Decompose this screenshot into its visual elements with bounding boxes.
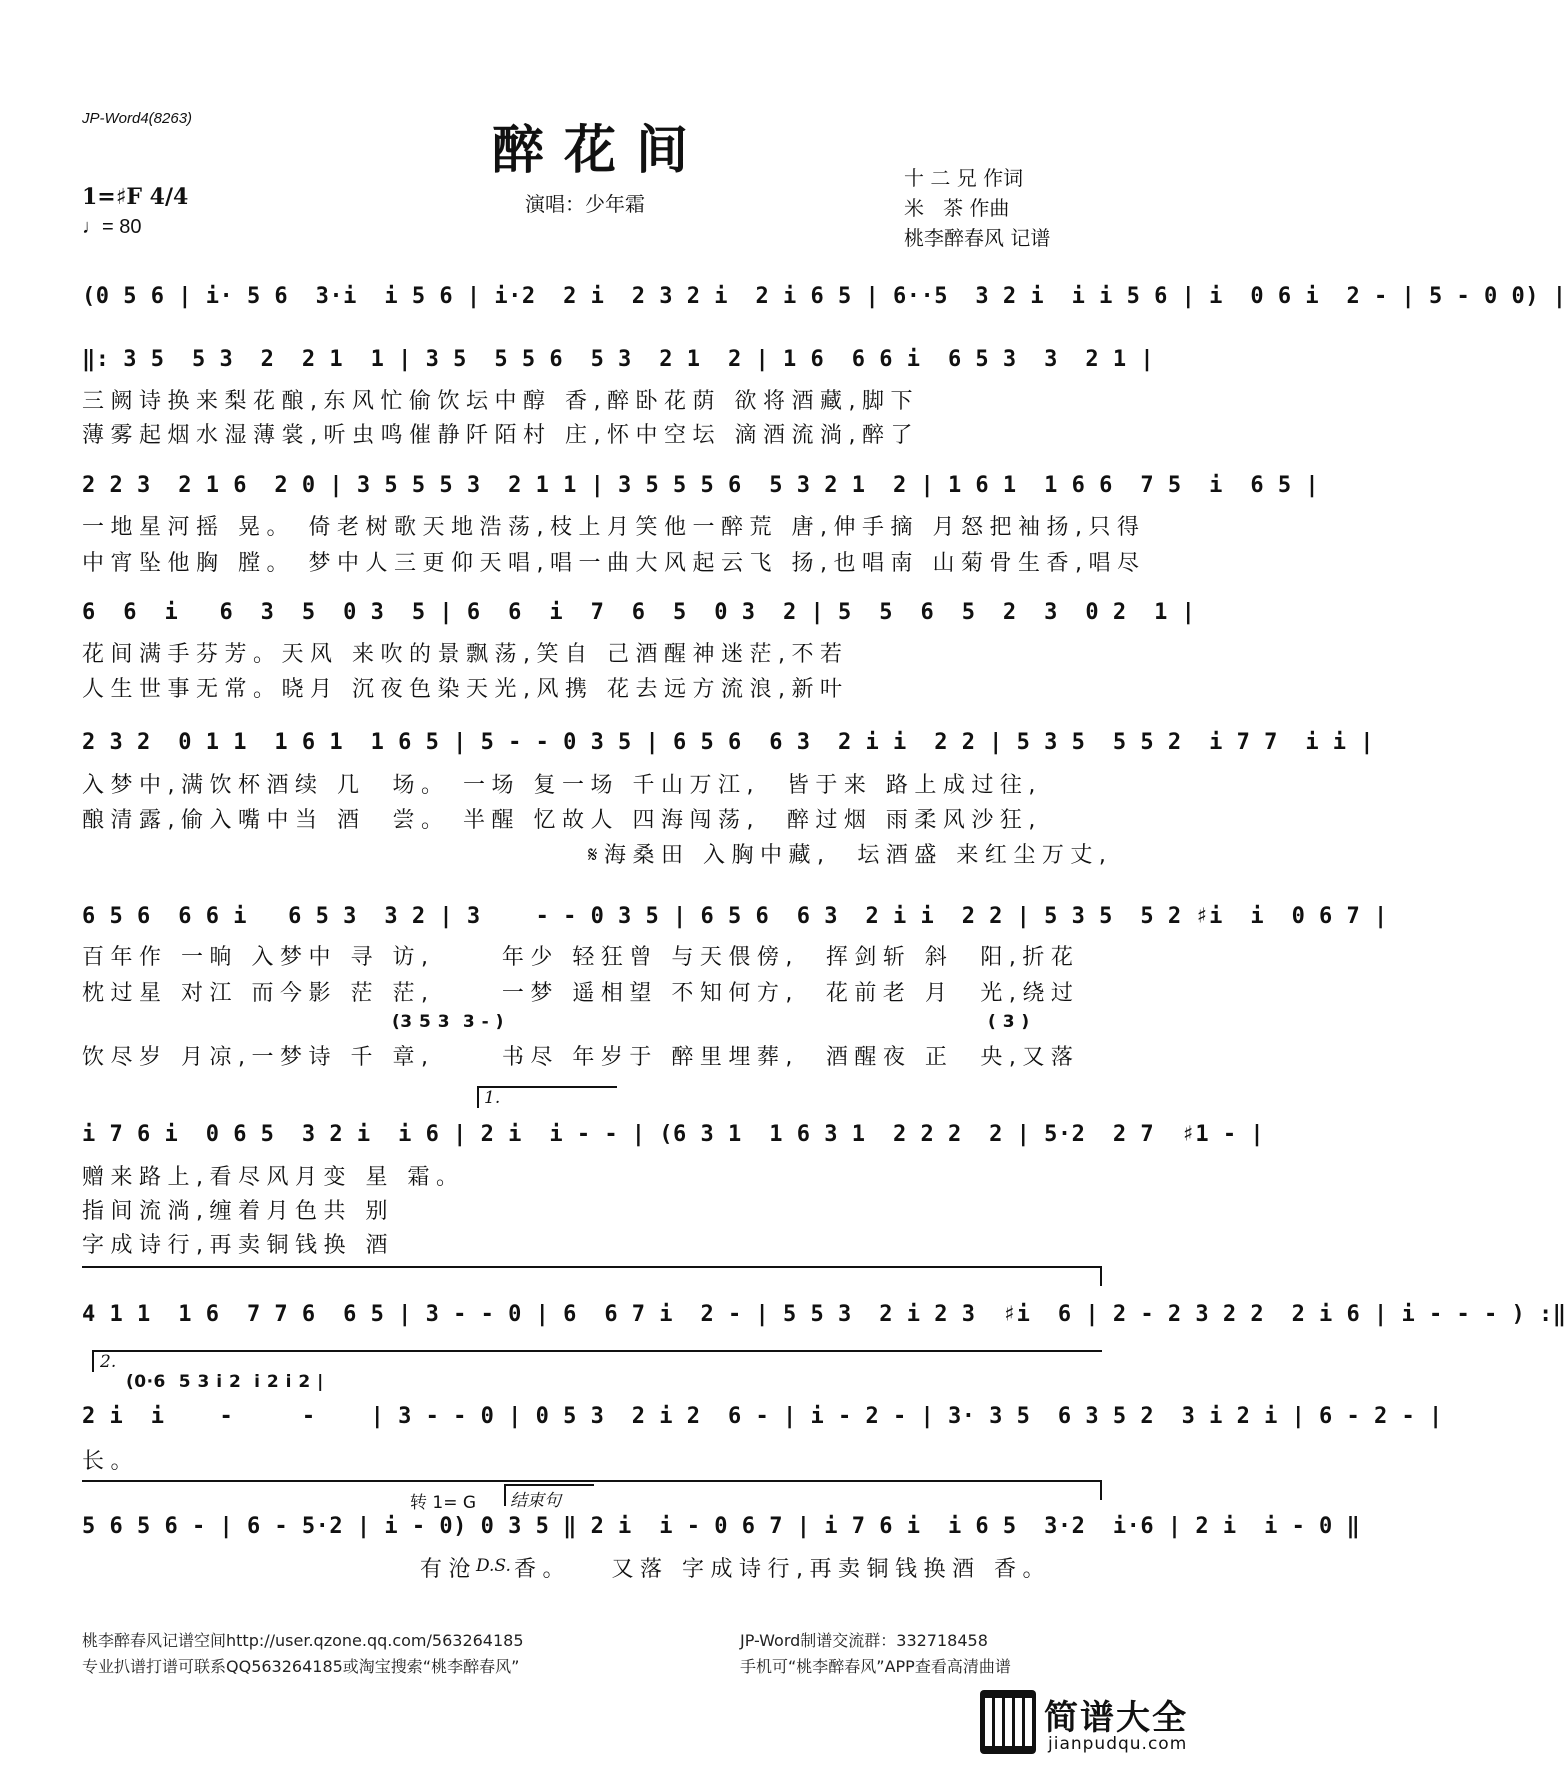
system1-lyric-verse2: 薄雾起烟水湿薄裳,听虫鸣催静阡陌村 庄,怀中空坛 滴酒流淌,醉了	[82, 423, 919, 448]
volta2-extension-line	[82, 1480, 1102, 1482]
volta1-extension-line	[82, 1266, 1102, 1268]
footer-app: 手机可“桃李醉春风”APP查看高清曲谱	[740, 1657, 1011, 1676]
ds-marking: D.S.	[476, 1556, 511, 1576]
singer-credit: 演唱：少年霜	[525, 192, 645, 216]
system5-lyric-verse2: 枕过星 对江 而今影 茫 茫, 一梦 遥相望 不知何方, 花前老 月 光,绕过	[82, 981, 1080, 1006]
system4-lyric-verse3: 𝄋海桑田 入胸中藏, 坛酒盛 来红尘万丈,	[588, 843, 1113, 868]
footer-group: JP-Word制谱交流群：332718458	[740, 1631, 988, 1650]
system8-variant: (0·6 5 3 i 2 i 2 i 2 |	[126, 1372, 324, 1392]
software-version: JP-Word4(8263)	[82, 110, 193, 127]
system1-notation: ‖: 3 5 5 3 2 2 1 1 | 3 5 5 5 6 5 3 2 1 2 | 1 6 6 6 i 6 5 3 3 2 1 |	[82, 347, 1155, 372]
system6-lyric-verse2: 指间流淌,缠着月色共 别	[82, 1199, 394, 1224]
system2-notation: 2 2 3 2 1 6 2 0 | 3 5 5 5 3 2 1 1 | 3 5 5 5 6 5 3 2 1 2 | 1 6 1 1 6 6 7 5 i 6 5 |	[82, 473, 1320, 498]
system4-notation: 2 3 2 0 1 1 1 6 1 1 6 5 | 5 - - 0 3 5 | 6 5 6 6 3 2 i i 2 2 | 5 3 5 5 5 2 i 7 7 i i |	[82, 730, 1375, 755]
system5-lyric-verse1: 百年作 一晌 入梦中 寻 访, 年少 轻狂曾 与天偎傍, 挥剑斩 斜 阳,折花	[82, 945, 1080, 970]
system5-variant-left: (3 5 3 3 - )	[392, 1012, 504, 1032]
system7-notation: 4 1 1 1 6 7 7 6 6 5 | 3 - - 0 | 6 6 7 i 2 - | 5 5 3 2 i 2 3 ♯i 6 | 2 - 2 3 2 2 2 i 6 | i - - - ) :‖	[82, 1302, 1566, 1327]
volta1-extension-end	[1100, 1266, 1102, 1286]
key-signature: 1=♯F 4/4	[82, 184, 189, 210]
intro-notation: (0 5 6 | i· 5 6 3·i i 5 6 | i·2 2 i 2 3 2 i 2 i 6 5 | 6··5 3 2 i i i 5 6 | i 0 6 i 2 - | 5 - 0 0) |	[82, 284, 1566, 309]
ending-label: 结束句	[510, 1491, 561, 1511]
system1-lyric-verse1: 三阙诗换来梨花酿,东风忙偷饮坛中醇 香,醉卧花荫 欲将酒藏,脚下	[82, 389, 919, 414]
system8-lyric: 长。	[82, 1449, 140, 1474]
system9-notation: 5 6 5 6 - | 6 - 5·2 | i - 0) 0 3 5 ‖ 2 i i - 0 6 7 | i 7 6 i i 6 5 3·2 i·6 | 2 i i - 0 ‖	[82, 1514, 1361, 1539]
system3-notation: 6 6 i 6 3 5 0 3 5 | 6 6 i 7 6 5 0 3 2 | 5 5 6 5 2 3 0 2 1 |	[82, 600, 1196, 625]
system9-lyric-part1: 有沧	[420, 1557, 478, 1582]
volta1-bracket-left	[477, 1086, 479, 1108]
footer-qzone: 桃李醉春风记谱空间http://user.qzone.qq.com/563264185	[82, 1631, 524, 1650]
system4-lyric-verse1: 入梦中,满饮杯酒续 几 场。 一场 复一场 千山万江, 皆于来 路上成过往,	[82, 773, 1042, 798]
volta1-label: 1.	[484, 1088, 501, 1108]
footer-contact: 专业扒谱打谱可联系QQ563264185或淘宝搜索“桃李醉春风”	[82, 1657, 520, 1676]
ending-bracket-left	[504, 1484, 506, 1506]
system5-variant-right: ( 3 )	[988, 1012, 1030, 1032]
system4-lyric-verse2: 酿清露,偷入嘴中当 酒 尝。 半醒 忆故人 四海闯荡, 醉过烟 雨柔风沙狂,	[82, 808, 1042, 833]
system5-lyric-verse3: 饮尽岁 月凉,一梦诗 千 章, 书尽 年岁于 醉里埋葬, 酒醒夜 正 央,又落	[82, 1045, 1080, 1070]
watermark-url: jianpudqu.com	[1048, 1734, 1188, 1754]
system9-lyric-part2: 香。 又落 字成诗行,再卖铜钱换酒 香。	[514, 1557, 1051, 1582]
song-title: 醉花间	[491, 120, 708, 181]
tempo-marking: ♩= 80	[82, 216, 142, 238]
system8-notation: 2 i i - - | 3 - - 0 | 0 5 3 2 i 2 6 - | i - 2 - | 3· 3 5 6 3 5 2 3 i 2 i | 6 - 2 - |	[82, 1404, 1443, 1429]
system2-lyric-verse1: 一地星河摇 晃。 倚老树歌天地浩荡,枝上月笑他一醉荒 唐,伸手摘 月怒把袖扬,只得	[82, 515, 1146, 540]
system6-lyric-verse1: 赠来路上,看尽风月变 星 霜。	[82, 1165, 465, 1190]
system3-lyric-verse1: 花间满手芬芳。天风 来吹的景飘荡,笑自 己酒醒神迷茫,不若	[82, 642, 849, 667]
volta2-bracket-top	[92, 1350, 1102, 1352]
system6-lyric-verse3: 字成诗行,再卖铜钱换 酒	[82, 1233, 394, 1258]
key-change-marking: 转 1= G	[410, 1493, 477, 1513]
watermark-title: 简谱大全	[1044, 1698, 1188, 1738]
system2-lyric-verse2: 中宵坠他胸 膛。 梦中人三更仰天唱,唱一曲大风起云飞 扬,也唱南 山菊骨生香,唱尽	[82, 551, 1146, 576]
site-watermark	[980, 1690, 1190, 1758]
lyricist-credit: 十 二 兄 作词	[904, 166, 1024, 190]
transcriber-credit: 桃李醉春风 记谱	[904, 226, 1051, 250]
volta2-bracket-left	[92, 1350, 94, 1372]
piano-keys-icon	[980, 1690, 1036, 1754]
composer-credit: 米 茶 作曲	[904, 196, 1010, 220]
volta2-extension-end	[1100, 1480, 1102, 1500]
system5-notation: 6 5 6 6 6 i 6 5 3 3 2 | 3 - - 0 3 5 | 6 5 6 6 3 2 i i 2 2 | 5 3 5 5 2 ♯i i 0 6 7 |	[82, 904, 1388, 929]
volta2-label: 2.	[100, 1352, 117, 1372]
system3-lyric-verse2: 人生世事无常。晓月 沉夜色染天光,风携 花去远方流浪,新叶	[82, 677, 849, 702]
system6-notation: i 7 6 i 0 6 5 3 2 i i 6 | 2 i i - - | (6 3 1 1 6 3 1 2 2 2 2 | 5·2 2 7 ♯1 - |	[82, 1122, 1265, 1147]
